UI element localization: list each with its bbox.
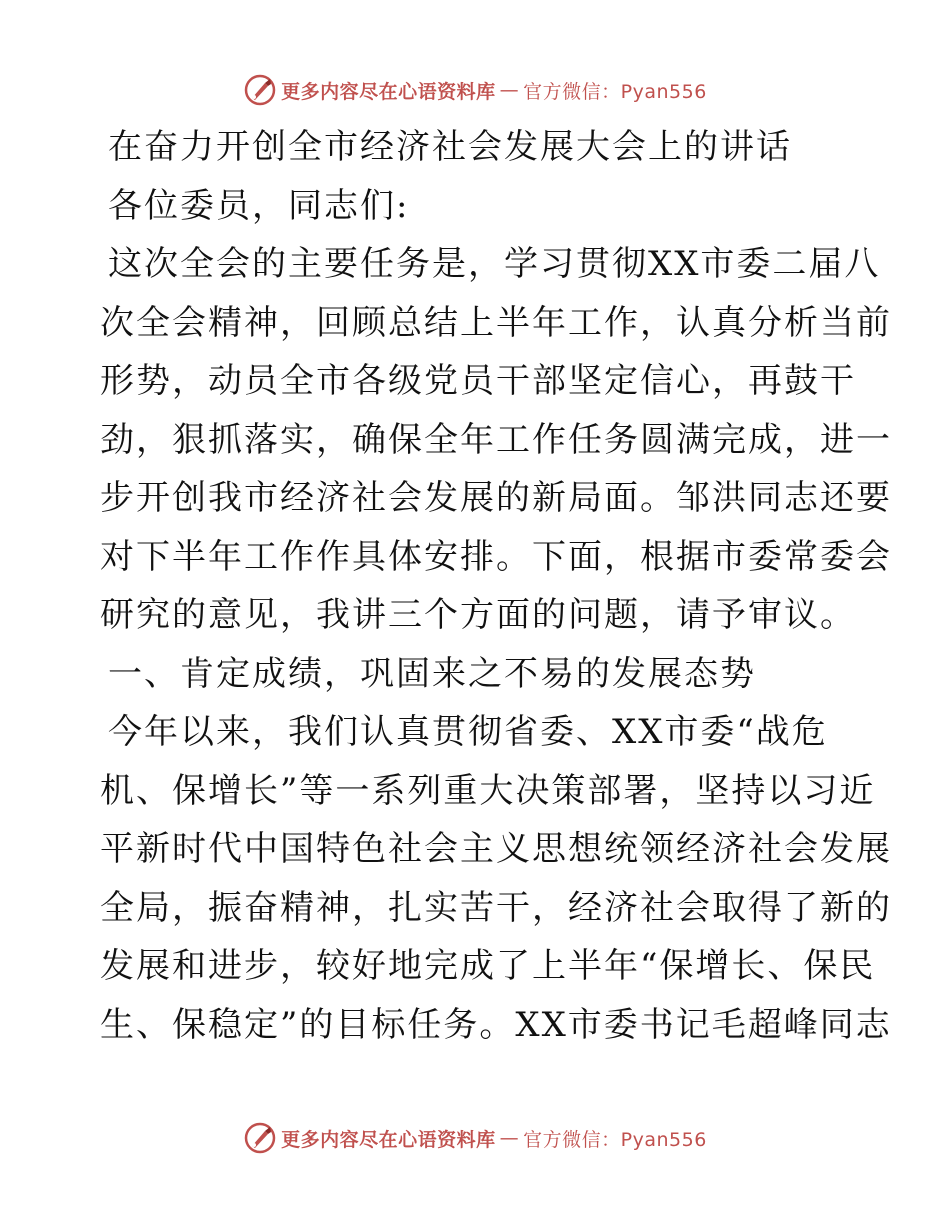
paragraph-1: [100, 235, 892, 645]
paragraph-line: 机、保增长”等一系列重大决策部署，坚持以习近: [100, 770, 876, 811]
watermark-brand: 更多内容尽在心语资料库: [281, 80, 496, 103]
paragraph-line: 生、保稳定”的目标任务。XX市委书记毛超峰同志: [100, 1004, 892, 1045]
paragraph-line: 步开创我市经济社会发展的新局面。邹洪同志还要: [100, 478, 892, 518]
paragraph-line: 次全会精神，回顾总结上半年工作，认真分析当前: [100, 302, 892, 343]
paragraph-line: 劲，狠抓落实，确保全年工作任务圆满完成，进一: [100, 419, 892, 460]
watermark-footer: [0, 1118, 950, 1158]
paragraph-line: 发展和进步，较好地完成了上半年“保增长、保民: [100, 946, 876, 986]
salutation: 各位委员，同志们:: [108, 185, 410, 226]
watermark-separator: —: [499, 79, 520, 101]
watermark-header: [0, 70, 950, 110]
quill-pen-logo-icon: [243, 73, 277, 107]
watermark-separator: —: [499, 1127, 520, 1149]
paragraph-line: 这次全会的主要任务是，学习贯彻XX市委二届八: [108, 244, 881, 284]
paragraph-line: 全局，振奋精神，扎实苦干，经济社会取得了新的: [100, 887, 892, 928]
paragraph-2: [100, 703, 892, 1054]
paragraph-line: 对下半年工作作具体安排。下面，根据市委常委会: [100, 536, 892, 577]
watermark-contact: 官方微信：Pyan556: [523, 1128, 707, 1151]
paragraph-line: 今年以来，我们认真贯彻省委、XX市委“战危: [108, 712, 828, 752]
watermark-brand: 更多内容尽在心语资料库: [281, 1128, 496, 1151]
paragraph-line: 研究的意见，我讲三个方面的问题，请予审议。: [100, 595, 856, 635]
document-title: 在奋力开创全市经济社会发展大会上的讲话: [108, 127, 792, 167]
watermark-contact: 官方微信：Pyan556: [523, 80, 707, 103]
paragraph-line: 形势，动员全市各级党员干部坚定信心，再鼓干: [100, 361, 856, 401]
paragraph-line: 平新时代中国特色社会主义思想统领经济社会发展: [100, 829, 892, 869]
quill-pen-logo-icon: [243, 1121, 277, 1155]
document-body: [100, 118, 892, 1054]
section-heading-1: 一、肯定成绩，巩固来之不易的发展态势: [108, 653, 756, 694]
